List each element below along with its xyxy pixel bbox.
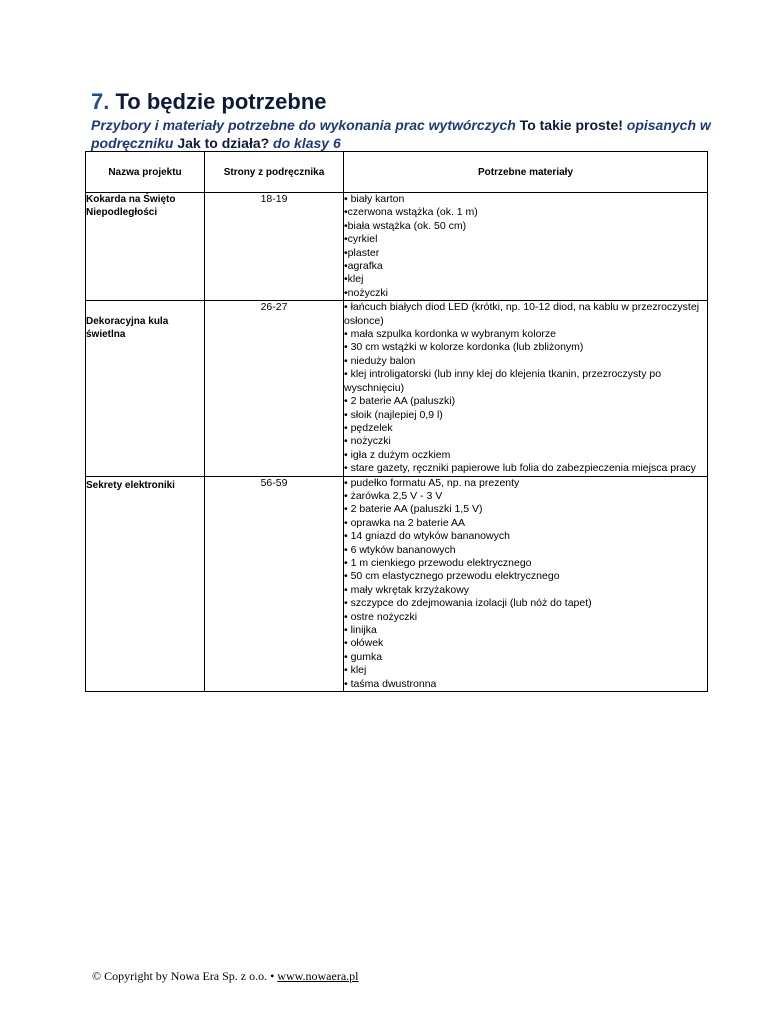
subtitle-part-4: Jak to działa? [173, 135, 270, 151]
material-item: • pudełko formatu A5, np. na prezenty [344, 476, 520, 489]
material-item: • 30 cm wstążki w kolorze kordonka (lub zbliżonym) [344, 341, 584, 354]
material-item: • klej introligatorski (lub inny klej do klejenia tkanin, przezroczysty po wyschnięciu) [344, 368, 662, 394]
material-item: • linijka [344, 624, 377, 636]
materials-list [344, 193, 707, 300]
section-number: 7. [91, 89, 110, 114]
project-name: Dekoracyjna kula świetlna [86, 301, 205, 476]
page-title [91, 88, 327, 116]
material-item: •cyrkiel [344, 233, 378, 246]
section-title: To będzie potrzebne [115, 89, 327, 114]
project-pages: 26-27 [205, 301, 344, 476]
material-item: • igła z dużym oczkiem [344, 448, 451, 461]
project-pages: 18-19 [205, 193, 344, 301]
material-item: •biała wstążka (ok. 50 cm) [344, 219, 467, 232]
materials-table [85, 151, 708, 692]
material-item: • 14 gniazd do wtyków bananowych [344, 530, 510, 543]
materials-cell [344, 476, 708, 692]
material-item: • 50 cm elastycznego przewodu elektrycznego [344, 570, 560, 583]
material-item: •czerwona wstążka (ok. 1 m) [344, 206, 478, 219]
material-item: • mały wkrętak krzyżakowy [344, 583, 470, 596]
subtitle [91, 116, 711, 152]
material-item: • taśma dwustronna [344, 677, 437, 690]
material-item: • ołówek [344, 637, 384, 650]
materials-list [344, 477, 707, 692]
subtitle-part-2: To takie proste! [515, 117, 627, 133]
material-item: • żarówka 2,5 V - 3 V [344, 489, 443, 502]
material-item: • słoik (najlepiej 0,9 l) [344, 408, 443, 421]
subtitle-part-1: Przybory i materiały potrzebne do wykonania prac wytwórczych [91, 117, 516, 133]
material-item: • biały karton [344, 193, 405, 205]
material-item: • nieduży balon [344, 354, 416, 367]
project-name: Kokarda na Święto Niepodległości [86, 193, 205, 301]
material-item: • 2 baterie AA (paluszki 1,5 V) [344, 503, 483, 516]
material-item: • 6 wtyków bananowych [344, 543, 456, 556]
header-materials: Potrzebne materiały [344, 152, 708, 193]
materials-cell [344, 301, 708, 476]
table-row [86, 476, 708, 692]
header-project-name: Nazwa projektu [86, 152, 205, 193]
material-item: • ostre nożyczki [344, 610, 418, 623]
material-item: • szczypce do zdejmowania izolacji (lub nóż do tapet) [344, 597, 592, 610]
material-item: •nożyczki [344, 286, 388, 299]
material-item: • 1 m cienkiego przewodu elektrycznego [344, 556, 532, 569]
material-item: • klej [344, 664, 367, 677]
materials-list [344, 301, 707, 475]
material-item: • gumka [344, 650, 383, 663]
header-pages: Strony z podręcznika [205, 152, 344, 193]
material-item: •plaster [344, 246, 380, 259]
material-item: • stare gazety, ręczniki papierowe lub folia do zabezpieczenia miejsca pracy [344, 462, 696, 475]
table-row [86, 193, 708, 301]
material-item: •klej [344, 273, 364, 286]
project-pages: 56-59 [205, 476, 344, 692]
footer [92, 968, 359, 984]
material-item: • mała szpulka kordonka w wybranym kolorze [344, 328, 557, 341]
copyright-text: © Copyright by Nowa Era Sp. z o.o. • [92, 969, 278, 983]
materials-cell [344, 193, 708, 301]
material-item: • łańcuch białych diod LED (krótki, np. 10-12 diod, na kablu w przezroczystej osłonce) [344, 301, 700, 327]
project-name: Sekrety elektroniki [86, 476, 205, 692]
table-header-row [86, 152, 708, 193]
material-item: •agrafka [344, 260, 383, 273]
material-item: • pędzelek [344, 421, 393, 434]
publisher-link[interactable]: www.nowaera.pl [277, 969, 359, 983]
subtitle-part-3: opisanych w podręczniku [91, 117, 711, 151]
subtitle-part-5: do klasy 6 [269, 135, 341, 151]
material-item: • nożyczki [344, 435, 391, 448]
material-item: • oprawka na 2 baterie AA [344, 516, 466, 529]
material-item: • 2 baterie AA (paluszki) [344, 395, 456, 408]
table-row [86, 301, 708, 476]
